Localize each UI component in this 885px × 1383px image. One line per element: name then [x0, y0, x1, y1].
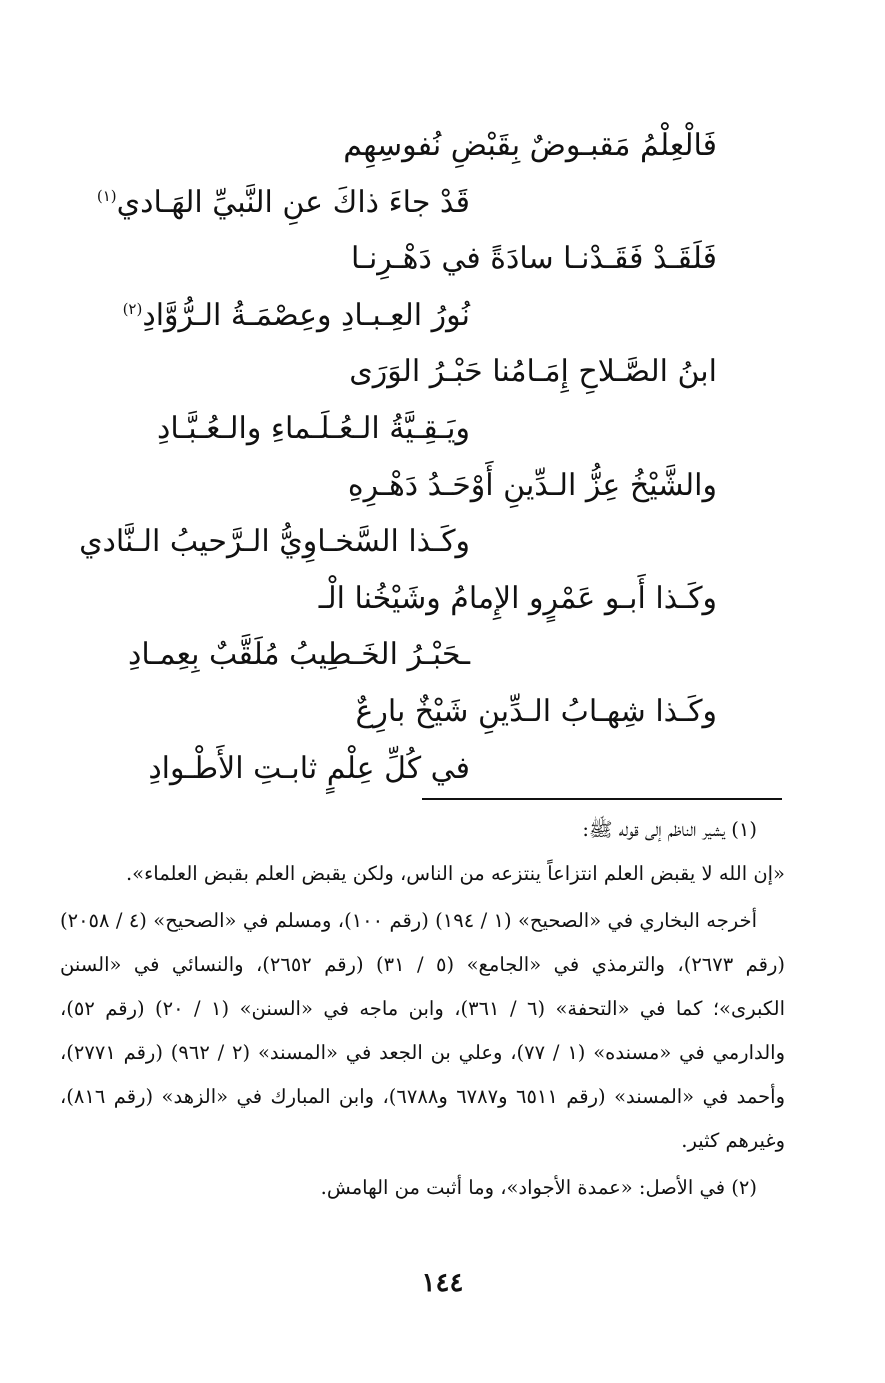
verse-line: قَدْ جاءَ ذاكَ عنِ النَّبيِّ الهَـادي$^{(١)}$ — [96, 184, 470, 220]
verse-line: نُورُ العِـبـادِ وعِصْمَـةُ الـرُّوَّادِ$^{(٢)}$ — [122, 297, 470, 333]
footnote-1-hadith: «إن الله لا يقبض العلم انتزاعاً ينتزعه من الناس، ولكن يقبض العلم بقبض العلماء». — [125, 862, 785, 885]
verse-line: فَالْعِلْمُ مَقبـوضٌ بِقَبْضِ نُفوسِهِم — [343, 128, 717, 163]
verse-line: في كُلِّ عِلْمٍ ثابـتِ الأَطْـوادِ — [148, 750, 470, 786]
verse-line: وكَـذا أَبـو عَمْرٍو الإِمامُ وشَيْخُنا الْـ — [318, 580, 717, 616]
verse-line: وكَـذا شِهـابُ الـدِّينِ شَيْخٌ بارِعٌ — [355, 693, 717, 729]
verse-line: فَلَقَـدْ فَقَـدْنـا سادَةً في دَهْـرِنـا — [351, 241, 717, 277]
verse-line: ويَـقِـيَّةُ الـعُـلَـماءِ والـعُـبَّـادِ — [157, 410, 470, 446]
footnotes-block — [60, 808, 785, 1210]
page-number: ١٤٤ — [421, 1268, 464, 1298]
footnote-ref[interactable]: (٢) — [122, 299, 143, 318]
verse-line: والشَّيْخُ عِزُّ الـدِّينِ أَوْحَـدُ دَهْـرِهِ — [347, 467, 717, 503]
footnote-1-takhrij: أخرجه البخاري في «الصحيح» (١ / ١٩٤) (رقم ١٠٠)، ومسلم في «الصحيح» (٤ / ٢٠٥٨) (رقم ٢٦٧٣)، والترمذي في «الجامع» (٥ / ٣١) (رقم ٢٦٥٢)، والنسائي في «السنن الكبرى»؛ كما في «التحفة» (٦ / ٣٦١)، وابن ماجه في «السنن» (١ / ٢٠) (رقم ٥٢)، والدارمي في «مسنده» (١ / ٧٧)، وعلي بن الجعد في «المسند» (٢ / ٩٦٢) (رقم ٢٧٧١)، وأحمد في «المسند» (رقم ٦٥١١ و٦٧٨٧ و٦٧٨٨)، وابن المبارك في «الزهد» (رقم ٨١٦)، وغيرهم كثير. — [60, 909, 786, 1152]
poem-block — [60, 118, 825, 797]
verse-line: وكَـذا السَّخـاوِيُّ الـرَّحيبُ الـنَّادي — [79, 524, 470, 560]
footnote-ref[interactable]: (١) — [96, 186, 117, 205]
footnote-divider — [422, 798, 782, 800]
verse-line: ـحَبْـرُ الخَـطِيبُ مُلَقَّبٌ بِعِمـادِ — [128, 637, 470, 673]
verse-line: ابنُ الصَّـلاحِ إِمَـامُنا حَبْـرُ الوَرَى — [349, 354, 717, 390]
footnote-1-intro: (١) يشير الناظم إلى قوله ﷺ: — [582, 818, 757, 841]
footnote-2: (٢) في الأصل: «عمدة الأجواد»، وما أثبت من الهامش. — [320, 1176, 757, 1199]
